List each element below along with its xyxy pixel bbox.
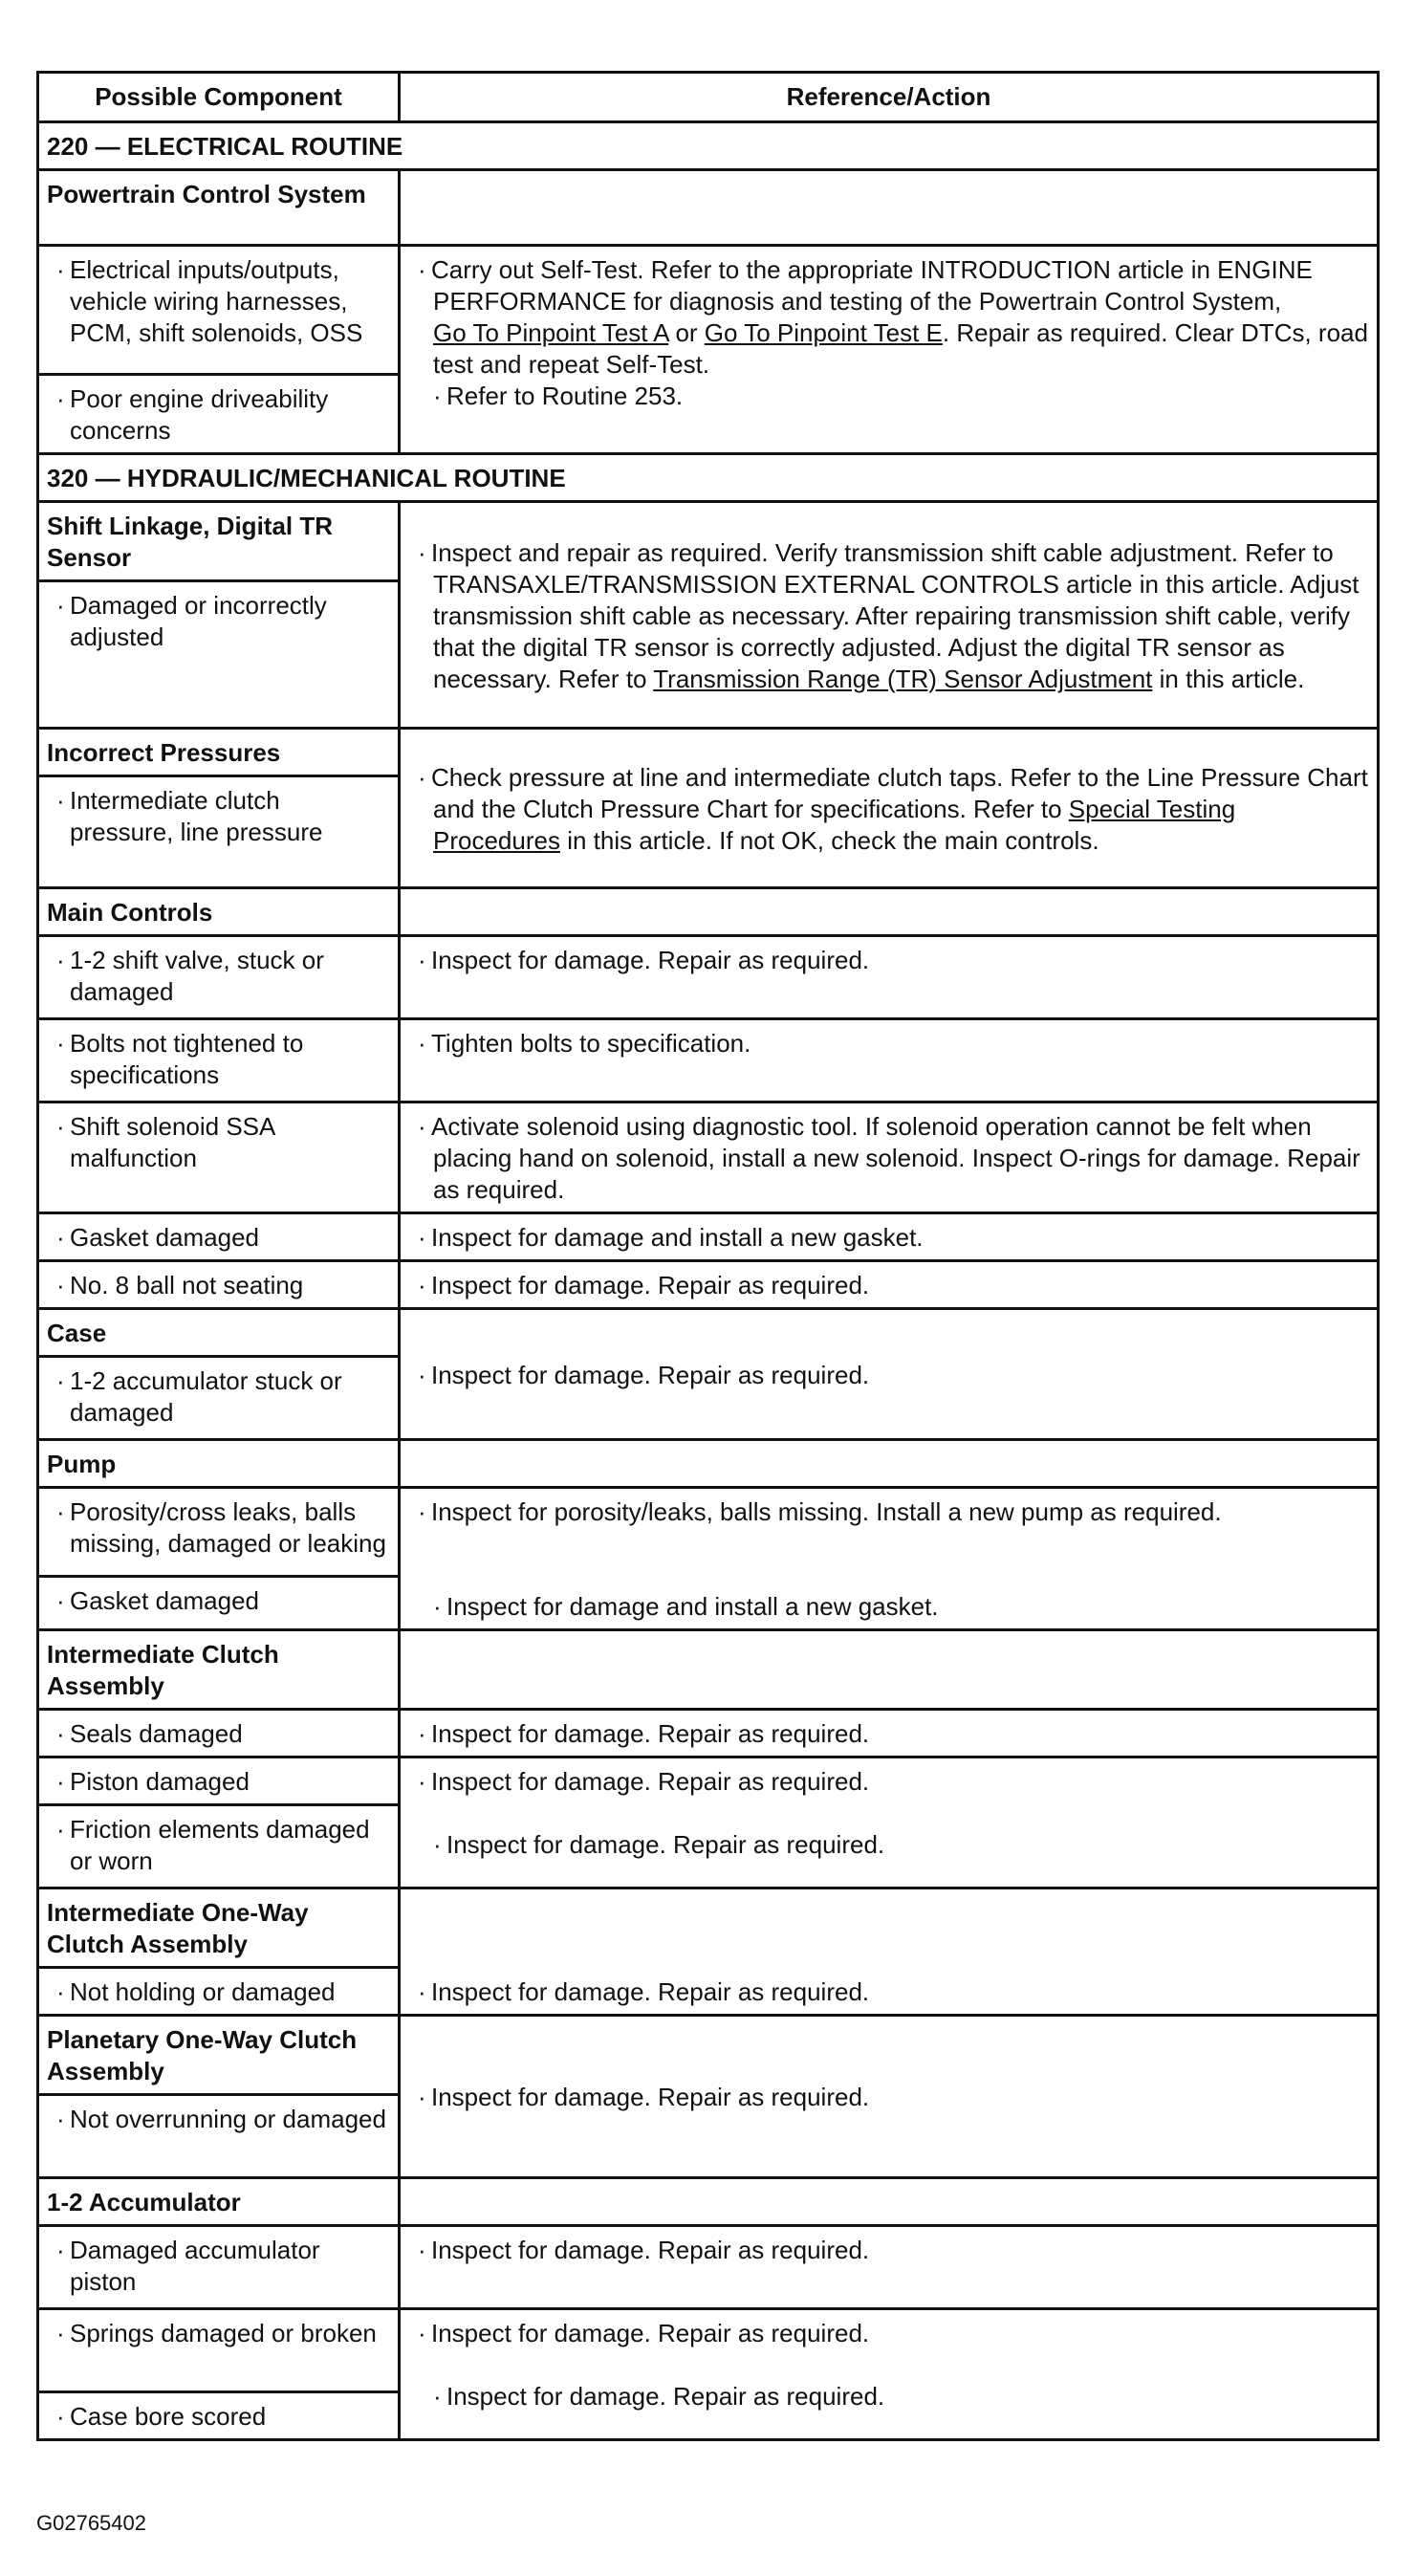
action-cell: · Inspect for damage. Repair as required. · Inspect for damage. Repair as required. [400,2309,1379,2440]
component-group: Intermediate One-Way Clutch Assembly [38,1888,400,1968]
component-group: Shift Linkage, Digital TR Sensor [38,502,400,581]
action-cell-empty [400,2178,1379,2226]
component-item: · Damaged accumulator piston [38,2226,400,2309]
table-row [38,1630,1379,1710]
action-cell-empty [400,1440,1379,1488]
table-row [38,1309,1379,1357]
action-cell: · Inspect for damage. Repair as required. [400,1309,1379,1440]
action-cell: · Check pressure at line and intermediate clutch taps. Refer to the Line Pressure Chart and the Clutch Pressure Chart for specifications. Refer to Special Testing Procedures in this article. If not OK, check the main controls. [400,729,1379,888]
action-cell: · Tighten bolts to specification. [400,1019,1379,1102]
table-row [38,1488,1379,1577]
diagnosis-table [36,71,1380,2441]
table-row [38,1261,1379,1309]
component-item: · Gasket damaged [38,1576,400,1629]
action-cell: · Inspect for damage. Repair as required. [400,936,1379,1019]
action-cell: · Inspect for damage. Repair as required. [400,1261,1379,1309]
table-header-row [38,73,1379,122]
component-item: · Bolts not tightened to specifications [38,1019,400,1102]
table-row [38,936,1379,1019]
action-cell: · Inspect for damage. Repair as required. [400,2226,1379,2309]
table-row [38,729,1379,776]
component-group: Planetary One-Way Clutch Assembly [38,2016,400,2095]
special-testing-procedures-link[interactable]: Special Testing Procedures [433,794,1236,855]
action-cell-empty [400,170,1379,246]
table-row [38,502,1379,581]
action-cell: · Activate solenoid using diagnostic tool. If solenoid operation cannot be felt when placing hand on solenoid, install a new solenoid. Inspect O-rings for damage. Repair as required. [400,1102,1379,1213]
column-header-action: Reference/Action [400,73,1379,122]
component-item: · No. 8 ball not seating [38,1261,400,1309]
table-row [38,1710,1379,1757]
component-group: Case [38,1309,400,1357]
column-header-component: Possible Component [38,73,400,122]
section-row [38,454,1379,502]
action-cell: · Inspect for porosity/leaks, balls missing. Install a new pump as required. · Inspect for damage and install a new gasket. [400,1488,1379,1630]
table-row [38,170,1379,246]
table-row [38,246,1379,375]
table-row [38,1102,1379,1213]
pinpoint-test-e-link[interactable]: Go To Pinpoint Test E [704,318,943,347]
component-group: Intermediate Clutch Assembly [38,1630,400,1710]
action-cell: · Inspect for damage. Repair as required. [400,2016,1379,2178]
table-row [38,2016,1379,2095]
component-group: 1-2 Accumulator [38,2178,400,2226]
table-row [38,1019,1379,1102]
pinpoint-test-a-link[interactable]: Go To Pinpoint Test A [433,318,669,347]
component-item: · Gasket damaged [38,1213,400,1261]
table-row [38,1757,1379,1805]
diagnostic-table-document [36,71,1377,2441]
action-cell-empty [400,1630,1379,1710]
component-item: · Not holding or damaged [38,1968,400,2016]
table-row [38,1888,1379,1968]
action-cell-empty [400,888,1379,936]
section-title-320: 320 — HYDRAULIC/MECHANICAL ROUTINE [38,454,1379,502]
component-item: · Friction elements damaged or worn [38,1805,400,1888]
component-item: · Damaged or incorrectly adjusted [38,581,400,729]
section-row [38,122,1379,170]
action-cell: · Inspect for damage and install a new gasket. [400,1213,1379,1261]
component-item: · Poor engine driveability concerns [38,375,400,454]
component-item: · Springs damaged or broken [38,2309,400,2392]
table-row [38,2226,1379,2309]
table-row [38,1440,1379,1488]
table-row [38,1213,1379,1261]
component-item: · Case bore scored [38,2392,400,2440]
component-item: · Piston damaged [38,1757,400,1805]
action-cell: · Inspect for damage. Repair as required. [400,1710,1379,1757]
table-row [38,888,1379,936]
component-group: Main Controls [38,888,400,936]
component-item: · 1-2 accumulator stuck or damaged [38,1357,400,1440]
component-group: Incorrect Pressures [38,729,400,776]
component-item: · Shift solenoid SSA malfunction [38,1102,400,1213]
table-row [38,2178,1379,2226]
action-cell: · Inspect for damage. Repair as required. [400,1888,1379,2016]
component-item: · Electrical inputs/outputs, vehicle wiring harnesses, PCM, shift solenoids, OSS [38,246,400,375]
component-item: · Not overrunning or damaged [38,2095,400,2178]
component-group: Pump [38,1440,400,1488]
action-cell: · Inspect and repair as required. Verify transmission shift cable adjustment. Refer to TRANSAXLE/TRANSMISSION EXTERNAL CONTROLS article in this article. Adjust transmission shift cable as necessary. After repairing transmission shift cable, verify that the digital TR sensor is correctly adjusted. Adjust the digital TR sensor as necessary. Refer to Transmission Range (TR) Sensor Adjustment in this article. [400,502,1379,729]
component-item: · Seals damaged [38,1710,400,1757]
component-item: · Porosity/cross leaks, balls missing, damaged or leaking [38,1488,400,1577]
table-row [38,2309,1379,2392]
action-cell: · Inspect for damage. Repair as required. · Inspect for damage. Repair as required. [400,1757,1379,1888]
section-title-220: 220 — ELECTRICAL ROUTINE [38,122,1379,170]
component-item: · 1-2 shift valve, stuck or damaged [38,936,400,1019]
tr-sensor-adjustment-link[interactable]: Transmission Range (TR) Sensor Adjustment [653,664,1153,693]
figure-id: G02765402 [36,2511,146,2535]
component-item: · Intermediate clutch pressure, line pressure [38,776,400,888]
component-group: Powertrain Control System [38,170,400,246]
action-cell: · Carry out Self-Test. Refer to the appropriate INTRODUCTION article in ENGINE PERFORMANCE for diagnosis and testing of the Powertrain Control System, Go To Pinpoint Test A or Go To Pinpoint Test E. Repair as required. Clear DTCs, road test and repeat Self-Test. · Refer to Routine 253. [400,246,1379,454]
